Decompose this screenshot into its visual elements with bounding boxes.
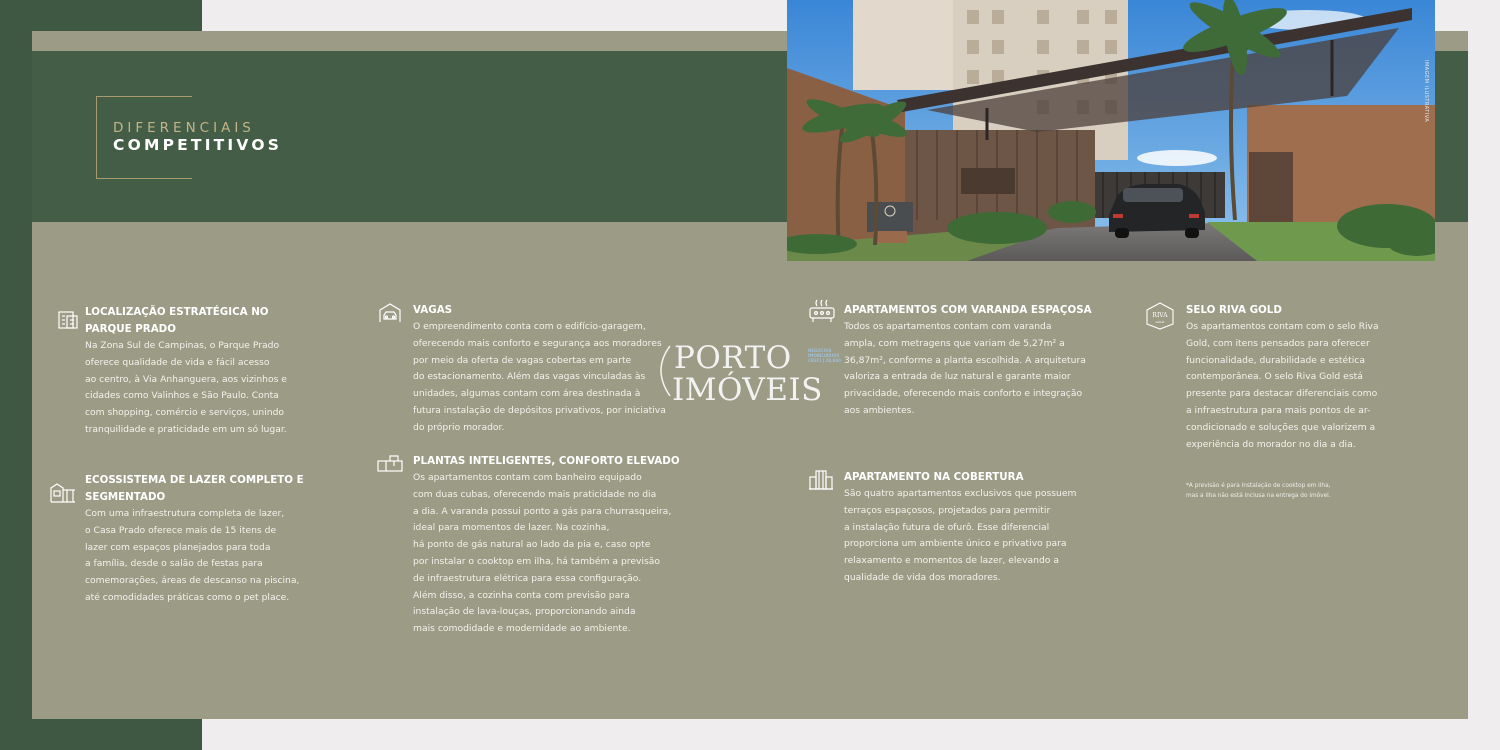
feature-body: São quatro apartamentos exclusivos que possuem terraços espaçosos, projetados para permitir a instalação futura de ofurô. Esse diferencial proporciona um ambiente único e privativo para relaxamento e momentos de lazer, elevando a qualidade de vida dos moradores. <box>844 488 1077 583</box>
rooftop-icon <box>808 469 834 491</box>
feature-title: APARTAMENTO NA COBERTURA <box>844 471 1024 483</box>
feature-title: VAGAS <box>413 304 453 316</box>
car-icon <box>378 302 402 324</box>
feature-riva-gold <box>1145 302 1405 453</box>
feature-lazer <box>49 472 319 607</box>
playground-icon <box>49 482 77 504</box>
content-panel <box>32 222 1468 719</box>
feature-localizacao <box>56 304 316 439</box>
svg-text:GOLD: GOLD <box>1155 320 1165 324</box>
section-title-line2: COMPETITIVOS <box>113 136 283 154</box>
feature-vagas <box>378 302 678 437</box>
watermark-logo <box>650 340 850 410</box>
watermark-line1: PORTO <box>674 340 792 376</box>
feature-body: Os apartamentos contam com banheiro equipado com duas cubas, oferecendo mais praticidade no dia a dia. A varanda possui ponto a gás para churrasqueira, ideal para momentos de lazer. Na cozinha, há ponto de gás natural ao lado da pia e, caso opte por instalar o cooktop em ilha, há também a previsão de infraestrutura elétrica para essa configuração. Além disso, a cozinha conta com previsão para instalação de lava-louças, proporcionando ainda mais comodidade e modernidade ao ambiente. <box>413 472 672 635</box>
building-entrance-photo <box>787 0 1435 261</box>
building-icon <box>56 308 80 330</box>
feature-title: SELO RIVA GOLD <box>1186 304 1282 316</box>
feature-body: Na Zona Sul de Campinas, o Parque Prado oferece qualidade de vida e fácil acesso ao centro, à Via Anhanguera, aos vizinhos e cidades como Valinhos e São Paulo. Conta com shopping, comércio e serviços, unindo tranquilidade e praticidade em um só lugar. <box>85 340 287 435</box>
footnote: *A previsão é para instalação de cooktop em ilha, mas a ilha não está inclusa na entrega do imóvel. <box>1186 483 1331 499</box>
watermark-line2: IMÓVEIS <box>672 372 823 408</box>
feature-title: ECOSSISTEMA DE LAZER COMPLETO E SEGMENTADO <box>85 474 304 503</box>
photo-credit: IMAGEM ILUSTRATIVA <box>1423 60 1429 123</box>
svg-text:RIVA: RIVA <box>1152 312 1168 319</box>
feature-plantas <box>376 453 686 638</box>
grill-icon <box>809 298 835 324</box>
feature-varanda <box>809 302 1109 420</box>
feature-cobertura <box>808 469 1108 587</box>
floorplan-icon <box>376 453 404 475</box>
feature-body: Todos os apartamentos contam com varanda ampla, com metragens que variam de 5,27m² a 36,87m², conforme a planta escolhida. A arquitetura valoriza a entrada de luz natural e garante maior privacidade, oferecendo mais conforto e integração aos ambientes. <box>844 321 1086 416</box>
feature-body: Os apartamentos contam com o selo Riva Gold, com itens pensados para oferecer funcionalidade, durabilidade e estética contemporânea. O selo Riva Gold está presente para destacar diferenciais como a infraestrutura para mais pontos de ar- condicionado e soluções que valorizem a experiência do morador no dia a dia. <box>1186 321 1379 450</box>
feature-body: Com uma infraestrutura completa de lazer, o Casa Prado oferece mais de 15 itens de lazer com espaços planejados para toda a família, desde o salão de festas para comemorações, áreas de descanso na piscina, até comodidades práticas como o pet place. <box>85 508 300 603</box>
feature-title: LOCALIZAÇÃO ESTRATÉGICA NO PARQUE PRADO <box>85 306 269 335</box>
feature-body: O empreendimento conta com o edifício-garagem, oferecendo mais conforto e segurança aos moradores por meio da oferta de vagas cobertas em parte do estacionamento. Além das vagas vinculadas às unidades, algumas contam com área destinada à futura instalação de depósitos privativos, por iniciativa do próprio morador. <box>413 321 666 433</box>
section-title-line1: DIFERENCIAIS <box>113 120 255 136</box>
watermark-arc-icon <box>650 340 674 400</box>
feature-title: PLANTAS INTELIGENTES, CONFORTO ELEVADO <box>413 455 680 467</box>
feature-title: APARTAMENTOS COM VARANDA ESPAÇOSA <box>844 304 1092 316</box>
entrance-illustration <box>787 0 1435 261</box>
watermark-tagline: NEGÓCIOS IMOBILIÁRIOS CRECI J 28.890 <box>808 348 841 363</box>
riva-gold-seal-icon <box>1145 302 1175 330</box>
